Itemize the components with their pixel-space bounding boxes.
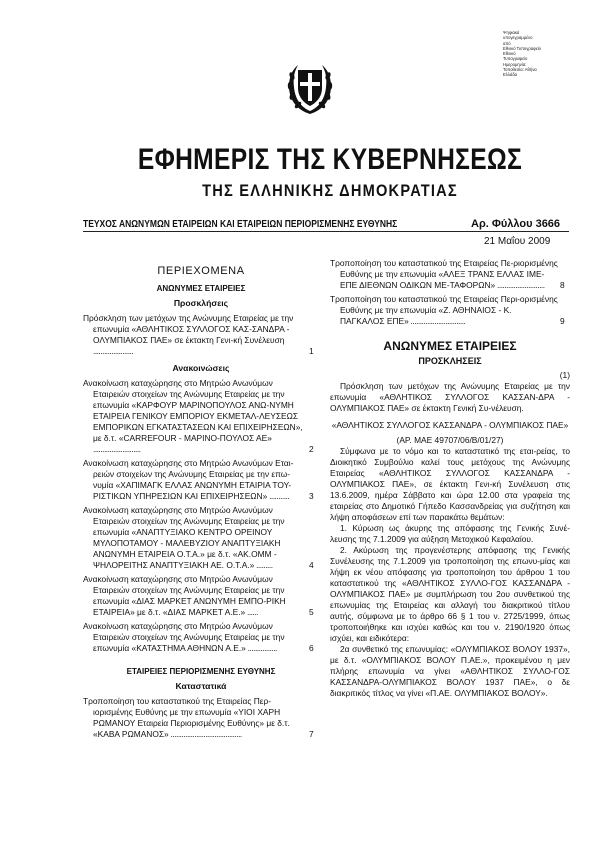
digital-signature-stamp bbox=[503, 30, 565, 78]
toc-sub-announcements: Ανακοινώσεις bbox=[172, 363, 230, 373]
stamp-line: Τοποθεσία: Αθήνα bbox=[503, 67, 537, 73]
issue-number: Αρ. Φύλλου 3666 bbox=[471, 218, 561, 230]
notice-paragraph: Σύμφωνα με το νόμο και το καταστατικό της εται-ρείας, το Διοικητικό Συμβούλιο καλεί τους μετόχους της Ανώνυμης Εταιρείας «ΑΘΛΗΤΙΚΟΣ ΣΥΛΛΟΓΟΣ ΚΑΣΣΑΝΔΡΑ - ΟΛΥΜΠΙΑΚΟΣ ΠΑΕ», σε έκτακτη Γενι-κή Συνέλευση στις 13.6.2009, ημέρα Σάββατο και ώρα 12.00 στα γραφεία της εταιρείας στο Δημοτικό Γήπεδο Κασσανδρείας για συζήτηση και λήψη αποφάσεων επί των παρακάτω θεμάτων: bbox=[330, 446, 570, 522]
toc-leader: .............................. bbox=[408, 316, 466, 326]
stamp-line: υπογεγραμμένο bbox=[503, 35, 533, 41]
toc-section-ltd: ΕΤΑΙΡΕΙΕΣ ΠΕΡΙΟΡΙΣΜΕΝΗΣ ΕΥΘΥΝΗΣ bbox=[126, 667, 276, 676]
notice-paragraph: 2α συνθετικό της επωνυμίας: «ΟΛΥΜΠΙΑΚΟΣ ΒΟΛΟΥ 1937», με δ.τ. «ΟΛΥΜΠΙΑΚΟΣ ΒΟΛΟΥ Π.ΑΕ.», προκειμένου η μεν πλήρης επωνυμία να γίνει «ΑΘΛΗΤΙΚΟΣ ΣΥΛΛΟ-ΓΟΣ ΚΑΣΣΑΝΔΡΑ-ΟΛΥΜΠΙΑΚΟΣ ΒΟΛΟΥ 1937 ΠΑΕ», ο δε διακριτικός τίτλος να γίνει «Π.ΑΕ. ΟΛΥΜΠΙΑΚΟΣ ΒΟΛΟΥ». bbox=[330, 644, 570, 698]
toc-leader: .......................... bbox=[495, 280, 545, 290]
toc-entry-text: Τροποποίηση του καταστατικού της Εταιρείας Περ-ιορισμένης Ευθύνης με την επωνυμία «ΥΙΟΙ ΧΑΡΗ ΡΩΜΑΝΟΥ Εταιρεία Περιορισμένης Ευθύνης» με δ.τ. «ΚΑΒΑ ΡΩΜΑΝΟΣ» bbox=[83, 696, 290, 739]
toc-leader: .......................... bbox=[93, 444, 141, 454]
gazette-subtitle: ΤΗΣ ΕΛΛΗΝΙΚΗΣ ΔΗΜΟΚΡΑΤΙΑΣ bbox=[202, 181, 458, 200]
gazette-title: ΕΦΗΜΕΡΙΣ ΤΗΣ ΚΥΒΕΡΝΗΣΕΩΣ bbox=[137, 143, 523, 176]
body-column bbox=[330, 258, 570, 699]
stamp-line: Ημερομηνία: bbox=[503, 61, 527, 67]
toc-entry[interactable]: Τροποποίηση του καταστατικού της Εταιρείας Περ-ιορισμένης Ευθύνης με την επωνυμία «ΥΙΟΙ ΧΑΡΗ ΡΩΜΑΝΟΥ Εταιρεία Περιορισμένης Ευθύνης» με δ.τ. «ΚΑΒΑ ΡΩΜΑΝΟΣ» ....................................... 7 bbox=[83, 696, 314, 739]
toc-entry[interactable]: Ανακοίνωση καταχώρησης στο Μητρώο Ανωνύμων Εταιρειών στοιχείων της Ανώνυμης Εταιρείας με την επωνυμία «ΑΝΑΠΤΥΞΙΑΚΟ ΚΕΝΤΡΟ ΟΡΕΙΝΟΥ ΜΥΛΟΠΟΤΑΜΟΥ - ΜΑΛΕΒΥΖΙΟΥ ΑΝΑΠΤΥΞΙΑΚΗ ΑΝΩΝΥΜΗ ΕΤΑΙΡΕΙΑ Ο.Τ.Α.» με δ.τ. «ΑΚ.ΟΜΜ - ΨΗΛΟΡΕΙΤΗΣ ΑΝΑΠΤΥΞΙΑΚΗ ΑΕ. Ο.Τ.Α.» ......... 4 bbox=[83, 505, 314, 570]
toc-entry[interactable]: Τροποποίηση του καταστατικού της Εταιρείας Περι-ορισμένης Ευθύνης με την επωνυμία «Ζ. ΑΘΗΝΑΙΟΣ - Κ. ΠΑΓΚΑΛΟΣ ΕΠΕ» .............................. 9 bbox=[330, 294, 565, 326]
toc-entry-text: Τροποποίηση του καταστατικού της Εταιρείας Περι-ορισμένης Ευθύνης με την επωνυμία «Ζ. ΑΘΗΝΑΙΟΣ - Κ. ΠΑΓΚΑΛΟΣ ΕΠΕ» bbox=[330, 294, 558, 326]
toc-leader: ................ bbox=[245, 643, 277, 653]
toc-leader: ........... bbox=[267, 491, 290, 501]
toc-entry-text: Ανακοίνωση καταχώρησης στο Μητρώο Ανωνύμων Εταιρειών στοιχείων της Ανώνυμης Εταιρείας με την επωνυμία «ΚΑΤΑΣΤΗΜΑ ΑΘΗΝΩΝ Α.Ε.» bbox=[83, 621, 285, 653]
subsection-heading: ΠΡΟΣΚΛΗΣΕΙΣ bbox=[418, 356, 482, 366]
notice-paragraph: 1. Κύρωση ως άκυρης της απόφασης της Γενικής Συνέ-λευσης της 7.1.2009 για αύξηση Μετοχικού Κεφαλαίου. bbox=[330, 523, 570, 544]
toc-leader: ...... bbox=[245, 607, 258, 617]
toc-entry-text: Ανακοίνωση καταχώρησης στο Μητρώο Ανωνύμων Εταιρειών στοιχείων της Ανώνυμης Εταιρείας με την επωνυμία «ΚΑΡΦΟΥΡ ΜΑΡΙΝΟΠΟΥΛΟΣ ΑΝΩ-ΝΥΜΗ ΕΤΑΙΡΕΙΑ ΓΕΝΙΚΟΥ ΕΜΠΟΡΙΟΥ ΕΚΜΕΤΑΛ-ΛΕΥΣΕΩΣ ΕΜΠΟΡΙΚΩΝ ΕΓΚΑΤΑΣΤΑΣΕΩΝ ΚΑΙ ΕΠΙΧΕΙΡΗΣΕΩΝ», με δ.τ. «CARREFOUR - ΜΑΡΙΝΟ-ΠΟΥΛΟΣ ΑΕ» bbox=[83, 378, 303, 443]
stamp-line: Τυπογραφείο bbox=[503, 56, 528, 62]
issue-date: 21 Μαΐου 2009 bbox=[484, 236, 551, 247]
header-divider bbox=[83, 231, 569, 232]
coat-of-arms-emblem bbox=[285, 62, 335, 116]
toc-entry-text: Τροποποίηση του καταστατικού της Εταιρείας Πε-ριορισμένης Ευθύνης με την επωνυμία «ΑΛΕΞ ΤΡΑΝΣ ΕΛΛΑΣ ΙΜΕ-ΕΠΕ ΔΙΕΘΝΩΝ ΟΔΙΚΩΝ ΜΕ-ΤΑΦΟΡΩΝ» bbox=[330, 258, 558, 290]
company-name: «ΑΘΛΗΤΙΚΟΣ ΣΥΛΛΟΓΟΣ ΚΑΣΣΑΝΔΡΑ - ΟΛΥΜΠΙΑΚΟΣ ΠΑΕ» bbox=[331, 420, 569, 430]
registration-number: (ΑΡ. ΜΑΕ 49707/06/Β/01/27) bbox=[396, 435, 504, 445]
issue-type: ΤΕΥΧΟΣ ΑΝΩΝΥΜΩΝ ΕΤΑΙΡΕΙΩΝ ΚΑΙ ΕΤΑΙΡΕΙΩΝ ΠΕΡΙΟΡΙΣΜΕΝΗΣ ΕΥΘΥΝΗΣ bbox=[83, 219, 398, 230]
stamp-line: Εθνικό Τυπογραφείο bbox=[503, 45, 541, 51]
toc-section-sa: ΑΝΩΝΥΜΕΣ ΕΤΑΙΡΕΙΕΣ bbox=[156, 284, 246, 293]
stamp-line: Ελλάδα bbox=[503, 72, 518, 78]
toc-sub-statutes: Καταστατικά bbox=[175, 681, 227, 691]
toc-entry-text: Ανακοίνωση καταχώρησης στο Μητρώο Ανωνύμων Εταιρειών στοιχείων της Ανώνυμης Εταιρείας με την επωνυμία «ΑΝΑΠΤΥΞΙΑΚΟ ΚΕΝΤΡΟ ΟΡΕΙΝΟΥ ΜΥΛΟΠΟΤΑΜΟΥ - ΜΑΛΕΒΥΖΙΟΥ ΑΝΑΠΤΥΞΙΑΚΗ ΑΝΩΝΥΜΗ ΕΤΑΙΡΕΙΑ Ο.Τ.Α.» με δ.τ. «ΑΚ.ΟΜΜ - ΨΗΛΟΡΕΙΤΗΣ ΑΝΑΠΤΥΞΙΑΚΗ ΑΕ. Ο.Τ.Α.» bbox=[83, 505, 285, 570]
toc-leader: ...................... bbox=[93, 346, 134, 356]
toc-entry-text: Ανακοίνωση καταχώρησης στο Μητρώο Ανωνύμων Εταιρειών στοιχείων της Ανώνυμης Εταιρείας με την επωνυμία «ΔΙΑΣ ΜΑΡΚΕΤ ΑΝΩΝΥΜΗ ΕΜΠΟ-ΡΙΚΗ ΕΤΑΙΡΕΙΑ» με δ.τ. «ΔΙΑΣ ΜΑΡΚΕΤ Α.Ε.» bbox=[83, 574, 286, 617]
toc-entry[interactable]: Πρόσκληση των μετόχων της Ανώνυμης Εταιρείας με την επωνυμία «ΑΘΛΗΤΙΚΟΣ ΣΥΛΛΟΓΟΣ ΚΑΣ-ΣΑΝΔΡΑ - ΟΛΥΜΠΙΑΚΟΣ ΠΑΕ» σε έκτακτη Γενι-κή Συνέλευση ...................... 1 bbox=[83, 313, 314, 356]
toc-sub-invitations: Προσκλήσεις bbox=[173, 298, 229, 308]
notice-paragraph: 2. Ακύρωση της προγενέστερης απόφασης της Γενικής Συνέλευσης της 7.1.2009 για τροποποίηση της επωνυ-μίας και λήψη εκ νέου απόφασης για τροποποίηση του άρθρου 1 του καταστατικού της «ΑΘΛΗΤΙΚΟΣ ΣΥΛΛΟ-ΓΟΣ ΚΑΣΣΑΝΔΡΑ - ΟΛΥΜΠΙΑΚΟΣ ΠΑΕ» με συμπλήρωση του 2ου συνθετικού της επωνυμίας της Εταιρείας και αλλαγή του διακριτικού τίτλου αυτής, σύμφωνα με το άρθρο 66 § 1 του ν. 2725/1999, όπως τροποποιήθηκε και ισχύει καθώς και του ν. 2190/1920 όπως ισχύει, και ειδικότερα: bbox=[330, 545, 570, 643]
toc-leader: ....................................... bbox=[168, 729, 242, 739]
stamp-line: Ψηφιακά bbox=[503, 30, 520, 35]
notice-intro: Πρόσκληση των μετόχων της Ανώνυμης Εταιρείας με την επωνυμία «ΑΘΛΗΤΙΚΟΣ ΣΥΛΛΟΓΟΣ ΚΑΣΣΑΝ-ΔΡΑ - ΟΛΥΜΠΙΑΚΟΣ ΠΑΕ» σε έκτακτη Γενική Συ-νέλευση. bbox=[330, 381, 570, 413]
section-heading: ΑΝΩΝΥΜΕΣ ΕΤΑΙΡΕΙΕΣ bbox=[383, 339, 517, 353]
toc-entry-text: Ανακοίνωση καταχώρησης στο Μητρώο Ανωνύμων Εται-ρειών στοιχείων της Ανώνυμης Εταιρείας με την επω-νυμία «ΧΑΠΙΜΑΓΚ ΕΛΛΑΣ ΑΝΩΝΥΜΗ ΕΤΑΙΡΙΑ ΤΟΥ-ΡΙΣΤΙΚΩΝ ΥΠΗΡΕΣΙΩΝ ΚΑΙ ΕΠΙΧΕΙΡΗΣΕΩΝ» bbox=[83, 458, 294, 501]
stamp-line: Εθνικό bbox=[503, 51, 516, 57]
toc-entry[interactable]: Ανακοίνωση καταχώρησης στο Μητρώο Ανωνύμων Εται-ρειών στοιχείων της Ανώνυμης Εταιρείας με την επω-νυμία «ΧΑΠΙΜΑΓΚ ΕΛΛΑΣ ΑΝΩΝΥΜΗ ΕΤΑΙΡΙΑ ΤΟΥ-ΡΙΣΤΙΚΩΝ ΥΠΗΡΕΣΙΩΝ ΚΑΙ ΕΠΙΧΕΙΡΗΣΕΩΝ» ........... 3 bbox=[83, 458, 314, 501]
toc-entry[interactable]: Ανακοίνωση καταχώρησης στο Μητρώο Ανωνύμων Εταιρειών στοιχείων της Ανώνυμης Εταιρείας με την επωνυμία «ΔΙΑΣ ΜΑΡΚΕΤ ΑΝΩΝΥΜΗ ΕΜΠΟ-ΡΙΚΗ ΕΤΑΙΡΕΙΑ» με δ.τ. «ΔΙΑΣ ΜΑΡΚΕΤ Α.Ε.» ...... 5 bbox=[83, 574, 314, 617]
toc-leader: ......... bbox=[254, 560, 273, 570]
toc-entry[interactable]: Ανακοίνωση καταχώρησης στο Μητρώο Ανωνύμων Εταιρειών στοιχείων της Ανώνυμης Εταιρείας με την επωνυμία «ΚΑΡΦΟΥΡ ΜΑΡΙΝΟΠΟΥΛΟΣ ΑΝΩ-ΝΥΜΗ ΕΤΑΙΡΕΙΑ ΓΕΝΙΚΟΥ ΕΜΠΟΡΙΟΥ ΕΚΜΕΤΑΛ-ΛΕΥΣΕΩΣ ΕΜΠΟΡΙΚΩΝ ΕΓΚΑΤΑΣΤΑΣΕΩΝ ΚΑΙ ΕΠΙΧΕΙΡΗΣΕΩΝ», με δ.τ. «CARREFOUR - ΜΑΡΙΝΟ-ΠΟΥΛΟΣ ΑΕ» .......................... 2 bbox=[83, 378, 314, 454]
stamp-line: από bbox=[503, 40, 511, 46]
toc-entry-text: Πρόσκληση των μετόχων της Ανώνυμης Εταιρείας με την επωνυμία «ΑΘΛΗΤΙΚΟΣ ΣΥΛΛΟΓΟΣ ΚΑΣ-ΣΑΝΔΡΑ - ΟΛΥΜΠΙΑΚΟΣ ΠΑΕ» σε έκτακτη Γενι-κή Συνέλευση bbox=[83, 313, 294, 345]
contents-column bbox=[83, 258, 319, 743]
toc-entry[interactable]: Τροποποίηση του καταστατικού της Εταιρείας Πε-ριορισμένης Ευθύνης με την επωνυμία «ΑΛΕΞ ΤΡΑΝΣ ΕΛΛΑΣ ΙΜΕ-ΕΠΕ ΔΙΕΘΝΩΝ ΟΔΙΚΩΝ ΜΕ-ΤΑΦΟΡΩΝ» .......................... 8 bbox=[330, 258, 565, 290]
notice-number: (1) bbox=[559, 370, 570, 380]
contents-heading: ΠΕΡΙΕΧΟΜΕΝΑ bbox=[157, 265, 245, 277]
toc-entry[interactable]: Ανακοίνωση καταχώρησης στο Μητρώο Ανωνύμων Εταιρειών στοιχείων της Ανώνυμης Εταιρείας με την επωνυμία «ΚΑΤΑΣΤΗΜΑ ΑΘΗΝΩΝ Α.Ε.» ................ 6 bbox=[83, 621, 314, 653]
